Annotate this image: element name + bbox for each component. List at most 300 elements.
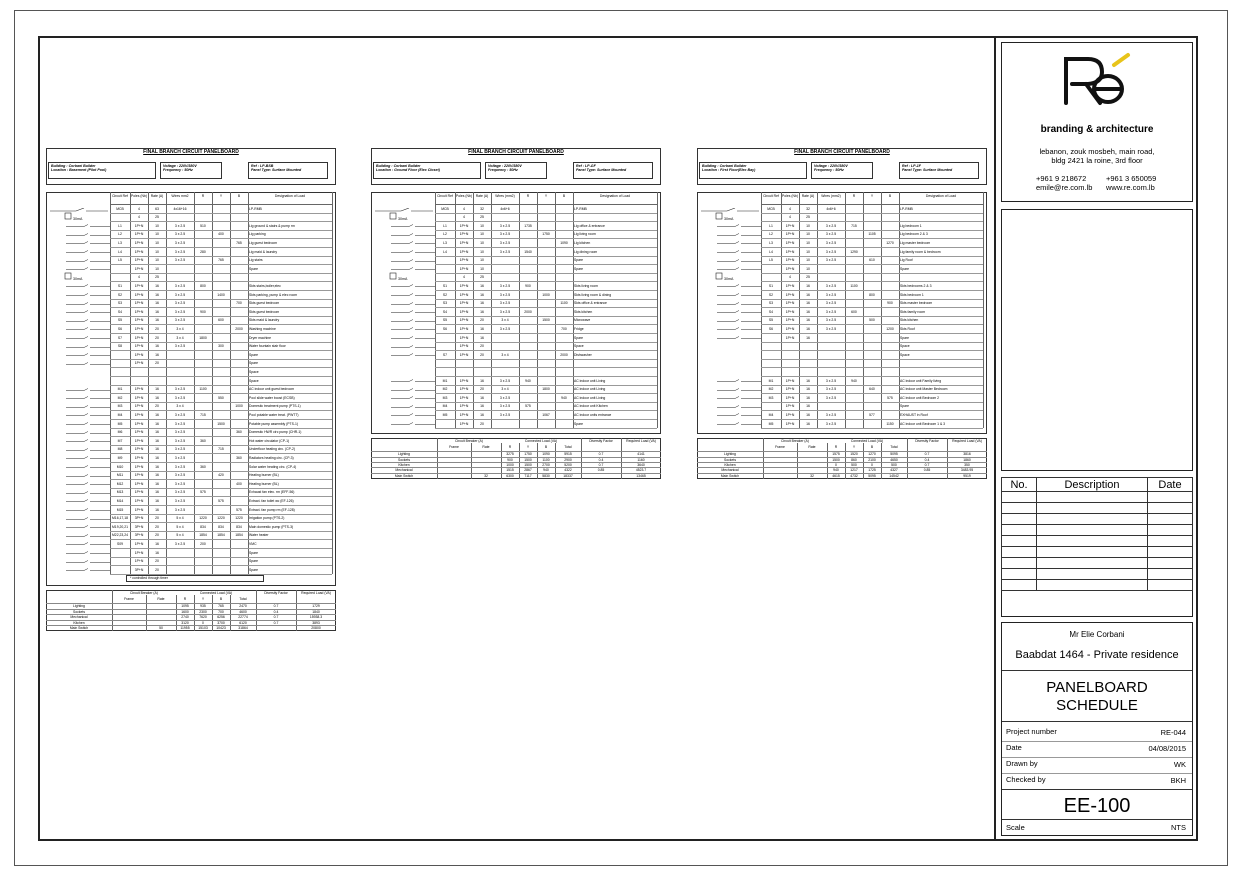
circuit-cell: M1 — [117, 387, 123, 392]
circuit-cell: 5 x 4 — [176, 533, 184, 538]
circuit-cell: 3 x 2.5 — [174, 292, 186, 297]
summary-cell: 0.85 — [923, 468, 931, 473]
circuit-cell: 3 x 2.5 — [174, 507, 186, 512]
summary-cell: 500 — [851, 463, 857, 467]
summary-cell: 2867 — [524, 468, 532, 473]
panelboard-column-header: Wires (mm2) — [495, 194, 515, 198]
circuit-cell: 1P+N — [785, 404, 795, 409]
circuit-cell: 3 x 2.5 — [825, 292, 837, 297]
firm-email-link[interactable]: emile@re.com.lb — [1036, 183, 1093, 192]
panelboard-column-header: Designation of Load — [274, 194, 306, 198]
circuit-diagram-line — [717, 396, 761, 401]
table-row-line — [110, 531, 332, 532]
table-row-line — [435, 376, 657, 377]
circuit-diagram-line — [391, 259, 435, 264]
circuit-cell: 1105 — [868, 232, 876, 237]
circuit-diagram-line — [66, 284, 110, 289]
circuit-cell: Lig parking — [249, 232, 266, 237]
circuit-cell: M12 — [116, 481, 124, 486]
circuit-cell: 3 x 2.5 — [825, 249, 837, 254]
circuit-cell: Skts bedrooms 2 & 3 — [900, 283, 932, 288]
circuit-cell: 1P+N — [459, 421, 469, 426]
circuit-cell: M19,20,21 — [111, 524, 129, 529]
summary-subheader: Rate — [157, 596, 165, 601]
circuit-diagram-line — [66, 250, 110, 255]
summary-cell: 11955 — [180, 626, 190, 630]
circuit-cell: 834 — [236, 524, 242, 529]
circuit-cell: 1000 — [235, 404, 243, 409]
project-field-label: Drawn by — [1006, 759, 1038, 768]
summary-cell: Kitchen — [73, 620, 85, 625]
circuit-cell: Skts Roof — [900, 326, 915, 331]
circuit-cell: 4 — [463, 275, 465, 280]
summary-cell: 1500 — [524, 457, 532, 462]
sheet-title-line1: PANELBOARD — [1046, 679, 1148, 696]
circuit-cell: 1P+N — [459, 292, 469, 297]
summary-cell: 32 — [484, 473, 488, 478]
summary-cell: 500 — [891, 463, 897, 467]
summary-cell: 32 — [810, 473, 814, 478]
summary-cell: 1840 — [312, 609, 320, 614]
circuit-diagram-line — [391, 319, 435, 324]
circuit-cell: 640 — [869, 387, 875, 392]
circuit-cell: 16 — [155, 301, 159, 306]
circuit-cell: 3 x 2.5 — [499, 249, 511, 254]
table-gridline — [332, 192, 333, 574]
sheet-number: EE-100 — [1063, 795, 1131, 817]
circuit-cell: Spare — [574, 258, 584, 263]
panelboard-column-header: Circuit Ref — [437, 194, 453, 198]
summary-cell: 0.7 — [273, 620, 279, 625]
circuit-cell: 10 — [480, 249, 484, 254]
panelboard-location: Location : Ground Floor (Elec Closet) — [376, 168, 440, 173]
summary-header: Required Load (VA) — [301, 590, 331, 595]
circuit-cell: 1P+N — [134, 266, 144, 271]
table-row-line — [110, 213, 332, 214]
summary-cell: 4732 — [850, 473, 858, 478]
circuit-cell: AC indoor unit Master Bedroom — [900, 387, 948, 392]
circuit-cell: 3P+N — [134, 567, 144, 572]
table-row-line — [435, 238, 657, 239]
table-row-line — [110, 367, 332, 368]
circuit-cell: M6 — [117, 430, 123, 435]
circuit-cell: S1 — [442, 283, 448, 288]
summary-subheader: Y — [201, 596, 205, 601]
table-row-line — [761, 324, 983, 325]
circuit-diagram-line — [391, 422, 435, 427]
circuit-cell: 16 — [806, 301, 810, 306]
table-row-line — [110, 299, 332, 300]
circuit-cell: 3 x 4 — [501, 352, 509, 357]
panelboard-basement — [46, 148, 336, 732]
circuit-cell: 1P+N — [459, 404, 469, 409]
circuit-cell: 16 — [155, 344, 159, 349]
circuit-cell: 16 — [155, 438, 159, 443]
table-row-line — [110, 342, 332, 343]
circuit-cell: 3 x 2.5 — [174, 421, 186, 426]
circuit-cell: 1500 — [217, 421, 225, 426]
table-row-line — [435, 419, 657, 420]
circuit-diagram-line — [717, 422, 761, 427]
circuit-diagram-line — [66, 293, 110, 298]
circuit-diagram-line — [66, 499, 110, 504]
circuit-cell: 1P+N — [459, 326, 469, 331]
table-row-line — [110, 462, 332, 463]
table-row-line — [110, 565, 332, 566]
circuit-cell: 1P+N — [134, 550, 144, 555]
circuit-cell: 715 — [200, 412, 206, 417]
circuit-cell: M4 — [768, 412, 774, 417]
circuit-diagram-line — [66, 422, 110, 427]
panelboard-type: Panel Type: Surface Mounted — [902, 168, 953, 173]
circuit-diagram-line — [717, 319, 761, 324]
project-field-value: BKH — [1170, 776, 1186, 785]
circuit-cell: 700 — [561, 326, 567, 331]
table-row-line — [435, 393, 657, 394]
revision-row — [1002, 558, 1193, 569]
circuit-cell: M15 — [116, 507, 124, 512]
circuit-cell: S6 — [768, 326, 774, 331]
panelboard-title: FINAL BRANCH CIRCUIT PANELBOARD — [468, 149, 564, 155]
circuit-cell: 1P+N — [785, 318, 795, 323]
client-name: Mr Elie Corbani — [1069, 630, 1125, 639]
summary-cell: Kitchen — [398, 463, 410, 467]
circuit-cell: 25 — [480, 215, 484, 220]
summary-cell: 14542 — [889, 473, 899, 478]
circuit-cell: 1400 — [217, 292, 225, 297]
panelboard-location: Location : Basement (Pilot Pool) — [51, 168, 107, 173]
summary-cell: 3120 — [181, 620, 189, 625]
circuit-cell: 16 — [480, 378, 484, 383]
circuit-cell: Lig maid & laundry — [249, 249, 278, 254]
circuit-cell: 3P+N — [134, 516, 144, 521]
firm-address-2: bldg 2421 la roine, 3rd floor — [1051, 156, 1143, 165]
circuit-cell: 3 x 2.5 — [825, 240, 837, 245]
panelboard-column-header: Y — [219, 194, 223, 198]
summary-cell: 1100 — [542, 457, 550, 462]
table-row-line — [761, 273, 983, 274]
circuit-cell: Spare — [900, 335, 910, 340]
circuit-diagram-line — [391, 413, 435, 418]
circuit-cell: 1220 — [217, 516, 225, 521]
table-row-line — [110, 505, 332, 506]
circuit-cell: 3 x 2.5 — [174, 473, 186, 478]
circuit-cell: 3 x 2.5 — [499, 292, 511, 297]
circuit-cell: 3 x 2.5 — [825, 309, 837, 314]
circuit-cell: M3 — [768, 395, 774, 400]
circuit-cell: 575 — [218, 498, 224, 503]
table-row-line — [761, 290, 983, 291]
circuit-cell: Skts kitchen — [900, 318, 919, 323]
circuit-cell: 1P+N — [134, 326, 144, 331]
circuit-cell: 16 — [806, 292, 810, 297]
circuit-cell: M9 — [117, 455, 123, 460]
circuit-cell: 4 — [138, 206, 140, 211]
panelboard-column-header: B — [888, 194, 892, 198]
table-row-line — [435, 230, 657, 231]
circuit-cell: Water fountain stair floor — [249, 344, 286, 349]
circuit-diagram-line — [66, 362, 110, 367]
panelboard-ref: Ref : LP-BSB — [251, 164, 274, 168]
circuit-cell: MCB — [767, 206, 775, 211]
circuit-cell: 16 — [155, 421, 159, 426]
table-row-line — [761, 221, 983, 222]
circuit-cell: S2 — [117, 292, 123, 297]
firm-phone-2: +961 3 650059 — [1106, 174, 1157, 183]
circuit-cell: 3 x 4 — [176, 326, 184, 331]
summary-cell: 5095 — [890, 452, 898, 457]
circuit-diagram-line — [66, 413, 110, 418]
summary-cell: 3700 — [217, 620, 225, 625]
table-row-line — [761, 281, 983, 282]
circuit-cell: 360 — [200, 464, 206, 469]
circuit-cell: 765 — [218, 258, 224, 263]
project-name: Baabdat 1464 - Private residence — [1015, 649, 1179, 661]
revision-row — [1002, 525, 1193, 536]
circuit-cell: 3 x 2.5 — [499, 301, 511, 306]
panelboard-voltage: Voltage : 220V/380V — [488, 164, 522, 168]
summary-cell: 18337 — [563, 473, 573, 478]
circuit-cell: Spare — [574, 266, 584, 271]
circuit-cell: 940 — [561, 395, 567, 400]
circuit-cell: M7 — [117, 438, 123, 443]
panelboard-frequency: Frequency : 50Hz — [814, 168, 844, 173]
circuit-cell: M5 — [117, 421, 123, 426]
panelboard-column-header: Poles (Nb) — [455, 194, 473, 198]
circuit-cell: S3 — [442, 301, 448, 306]
circuit-cell: 1P+N — [134, 344, 144, 349]
circuit-cell: 1P+N — [785, 283, 795, 288]
summary-cell: 1095 — [181, 604, 189, 609]
circuit-cell: Extract. fan pump rm (EF-128) — [249, 507, 295, 512]
table-row-line — [110, 281, 332, 282]
circuit-cell: 1P+N — [134, 352, 144, 357]
circuit-diagram-line — [66, 542, 110, 547]
circuit-diagram-line — [717, 284, 761, 289]
circuit-cell: 3 x 2.5 — [499, 232, 511, 237]
panelboard-ref-box — [248, 162, 328, 179]
panelboard-building: Building : Corbani Builder — [51, 164, 96, 168]
circuit-diagram-line — [391, 284, 435, 289]
circuit-cell: S6 — [442, 326, 448, 331]
table-row-line — [435, 273, 657, 274]
svg-text:30mA: 30mA — [73, 276, 83, 281]
circuit-cell: AC indoor unit Bedroom 1 & 3 — [900, 421, 946, 426]
firm-info-panel — [1001, 42, 1193, 202]
circuit-diagram-line — [717, 388, 761, 393]
circuit-cell: Lig Roof — [900, 258, 913, 263]
circuit-cell: 1P+N — [785, 249, 795, 254]
table-row-line — [761, 213, 983, 214]
circuit-cell: 3 x 2.5 — [174, 344, 186, 349]
circuit-cell: 32 — [806, 206, 810, 211]
circuit-cell: 1P+N — [785, 378, 795, 383]
circuit-cell: Skts family room — [900, 309, 926, 314]
circuit-cell: S3 — [117, 301, 123, 306]
panelboard-building: Building : Corbani Builder — [702, 164, 747, 168]
circuit-diagram-line — [391, 353, 435, 358]
circuit-diagram-line — [717, 327, 761, 332]
circuit-cell: 715 — [218, 447, 224, 452]
summary-cell: 1520 — [850, 452, 858, 457]
summary-cell: 31864 — [238, 626, 248, 630]
circuit-cell: 20 — [480, 344, 484, 349]
circuit-cell: 10 — [480, 240, 484, 245]
panelboard-frequency: Frequency : 50Hz — [163, 168, 193, 173]
circuit-cell: 16 — [480, 404, 484, 409]
scale-value: NTS — [1171, 823, 1186, 832]
circuit-cell: M2 — [442, 387, 448, 392]
circuit-cell: 3 x 2.5 — [174, 541, 186, 546]
circuit-cell: 1P+N — [134, 223, 144, 228]
circuit-cell: 4 — [789, 215, 791, 220]
title-block-divider — [994, 36, 996, 841]
circuit-diagram-line — [391, 345, 435, 350]
circuit-cell: Extract. fan toilet wc (EF-126) — [249, 498, 294, 503]
circuit-cell: 1P+N — [785, 240, 795, 245]
circuit-cell: 1100 — [199, 387, 207, 392]
summary-header: Required Load (VA) — [952, 438, 982, 443]
circuit-cell: 20 — [155, 516, 159, 521]
circuit-cell: 550 — [218, 395, 224, 400]
circuit-cell: 1P+N — [459, 395, 469, 400]
circuit-cell: 3 x 2.5 — [174, 395, 186, 400]
circuit-diagram-line — [717, 336, 761, 341]
circuit-cell: 16 — [806, 335, 810, 340]
circuit-cell: 1P+N — [134, 412, 144, 417]
summary-subheader: R — [183, 596, 187, 601]
circuit-cell: AC indoor unit Living — [574, 387, 606, 392]
summary-cell: 4600 — [239, 609, 247, 614]
firm-website-link[interactable]: www.re.com.lb — [1106, 183, 1155, 192]
circuit-diagram-line — [66, 482, 110, 487]
circuit-cell: 20 — [480, 318, 484, 323]
circuit-cell: Space — [900, 352, 910, 357]
circuit-cell: S4 — [117, 309, 123, 314]
summary-header: Diversity Factor — [264, 590, 288, 595]
panelboard-column-header: B — [562, 194, 566, 198]
summary-cell: 0.7 — [273, 615, 279, 620]
summary-cell: 0.7 — [924, 463, 930, 467]
circuit-cell: 1854 — [217, 533, 225, 538]
summary-cell: 1575 — [832, 452, 840, 457]
firm-phone-1: +961 9 218672 — [1036, 174, 1087, 183]
panelboard-column-header: Y — [870, 194, 874, 198]
circuit-cell: 1P+N — [459, 258, 469, 263]
circuit-cell: Lig bedroom 2 & 3 — [900, 232, 928, 237]
circuit-cell: 3 x 2.5 — [174, 283, 186, 288]
summary-cell: 3483.95 — [960, 468, 974, 473]
circuit-cell: Spare — [900, 266, 910, 271]
circuit-cell: Spare — [249, 352, 259, 357]
circuit-cell: 10 — [155, 240, 159, 245]
circuit-cell: L1 — [769, 223, 773, 228]
circuit-cell: 700 — [236, 301, 242, 306]
panelboard-column-header: Y — [544, 194, 548, 198]
panelboard-type: Panel Type: Surface Mounted — [251, 168, 302, 173]
circuit-cell: 63 — [155, 206, 159, 211]
circuit-cell: 3 x 2.5 — [174, 455, 186, 460]
circuit-cell: 1P+N — [785, 421, 795, 426]
circuit-cell: 16 — [155, 473, 159, 478]
circuit-cell: 1P+N — [134, 309, 144, 314]
circuit-cell: 3 x 2.5 — [825, 395, 837, 400]
circuit-cell: 16 — [155, 550, 159, 555]
summary-cell: 940 — [833, 468, 839, 473]
table-gridline — [761, 204, 983, 205]
circuit-cell: M16,17,18 — [111, 516, 129, 521]
circuit-cell: 1P+N — [785, 412, 795, 417]
summary-cell: 1270 — [868, 452, 876, 457]
circuit-cell: 1P+N — [134, 498, 144, 503]
circuit-cell: 715 — [851, 223, 857, 228]
table-row-line — [110, 264, 332, 265]
summary-cell: 1860 — [963, 457, 971, 462]
circuit-cell: 16 — [806, 395, 810, 400]
table-row-line — [110, 247, 332, 248]
circuit-cell: 1220 — [235, 516, 243, 521]
circuit-cell: 1P+N — [459, 387, 469, 392]
circuit-diagram-line — [66, 302, 110, 307]
summary-cell: 900 — [507, 457, 513, 462]
circuit-cell: 16 — [806, 404, 810, 409]
summary-subheader: B — [219, 596, 223, 601]
summary-cell: Lighting — [398, 452, 410, 457]
table-row-line — [435, 299, 657, 300]
summary-cell: Lighting — [73, 604, 85, 609]
circuit-cell: 577 — [869, 412, 875, 417]
circuit-cell: 4 — [463, 206, 465, 211]
circuit-cell: Lig guest bedroom — [249, 240, 278, 245]
circuit-cell: Spare — [249, 559, 259, 564]
summary-subheader: Y — [526, 444, 530, 449]
revision-row — [1002, 492, 1193, 503]
firm-logo — [1058, 51, 1134, 109]
circuit-cell: 20 — [480, 421, 484, 426]
circuit-cell: MCB — [116, 206, 124, 211]
circuit-cell: 5 x 4 — [176, 524, 184, 529]
circuit-cell: 3 x 2.5 — [174, 232, 186, 237]
circuit-diagram-line — [66, 345, 110, 350]
summary-header: Connected Load (VA) — [199, 590, 233, 595]
circuit-cell: Lig family room & bedroom — [900, 249, 941, 254]
circuit-cell: 1P+N — [459, 283, 469, 288]
summary-header: Diversity Factor — [915, 438, 939, 443]
summary-cell: 3640 — [637, 463, 645, 467]
table-row-line — [110, 376, 332, 377]
circuit-cell: 1P+N — [134, 318, 144, 323]
circuit-cell: 1P+N — [785, 301, 795, 306]
table-row-line — [435, 428, 657, 429]
summary-subheader: Frame — [124, 596, 134, 601]
summary-header: Diversity Factor — [589, 438, 613, 443]
panelboard-voltage-box — [160, 162, 222, 179]
circuit-cell: Dryer machine — [249, 335, 272, 340]
circuit-diagram-line — [66, 534, 110, 539]
panelboard-note: * controlled through timer — [126, 575, 264, 582]
circuit-diagram-line — [66, 560, 110, 565]
circuit-cell: 800 — [869, 292, 875, 297]
circuit-cell: S8 — [117, 344, 123, 349]
summary-cell: 2300 — [199, 609, 207, 614]
circuit-cell: 3 x 2.5 — [174, 258, 186, 263]
scale-label: Scale — [1006, 823, 1025, 832]
circuit-cell: 3 x 2.5 — [499, 395, 511, 400]
summary-cell: 1500 — [832, 457, 840, 462]
summary-cell: 1160 — [637, 457, 645, 462]
circuit-cell: 1P+N — [459, 301, 469, 306]
table-row-line — [435, 324, 657, 325]
